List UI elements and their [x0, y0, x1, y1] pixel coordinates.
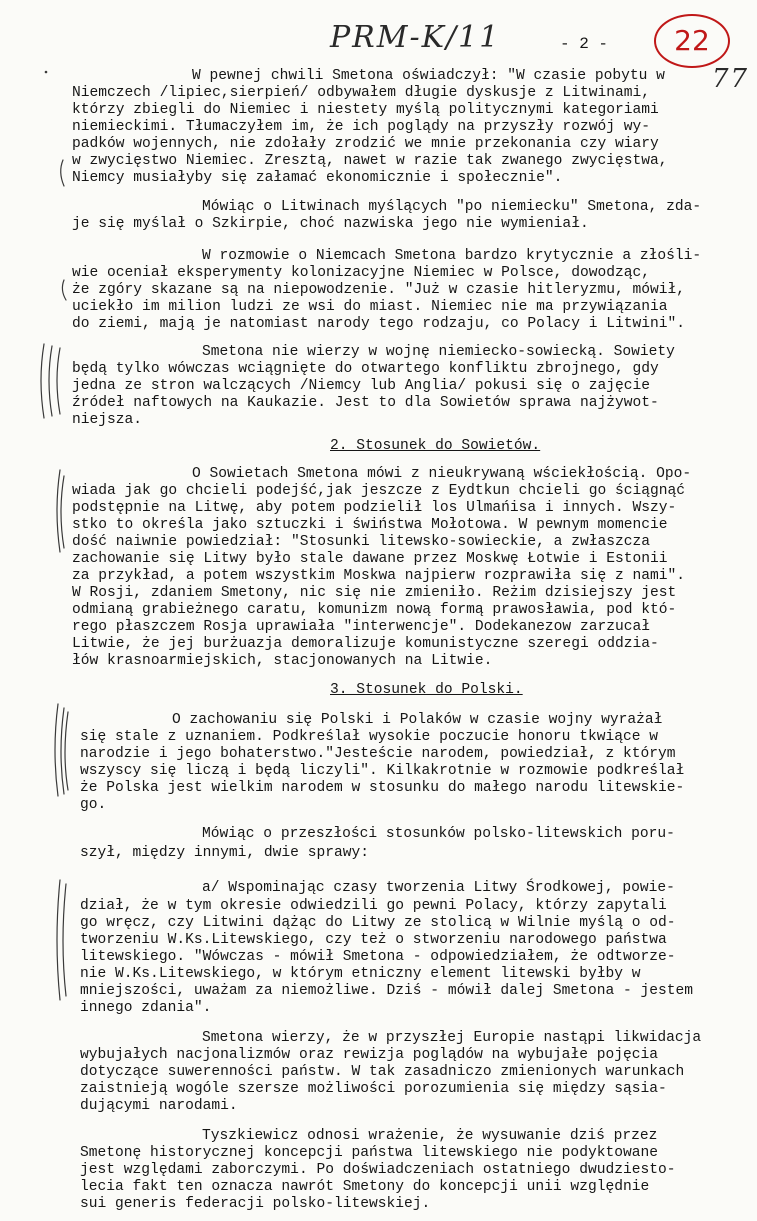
text-line: lecia fakt ten oznacza nawrót Smetony do koncepcji unii względnie	[80, 1179, 650, 1195]
text-line: że zgóry skazane są na niepowodzenie. "Już w czasie hitleryzmu, mówił,	[72, 282, 686, 298]
text-line: dość naiwnie powiedział: "Stosunki litewsko-sowieckie, a zwłaszcza	[72, 534, 651, 550]
margin-bracket	[65, 712, 68, 790]
text-line: stko to określa jako sztuczki i świństwa Mołotowa. W pewnym momencie	[72, 517, 668, 533]
margin-dot	[45, 71, 48, 74]
text-line: wszyscy się liczą i będą liczyli". Kilkakrotnie w rozmowie podkreślał	[80, 763, 685, 779]
text-line: Mówiąc o przeszłości stosunków polsko-litewskich poru-	[202, 826, 675, 842]
text-line: źródeł naftowych na Kaukazie. Jest to dla Sowietów sprawa najżywot-	[72, 395, 659, 411]
text-line: Smetona nie wierzy w wojnę niemiecko-sowiecką. Sowiety	[202, 344, 675, 360]
text-line: O Sowietach Smetona mówi z nieukrywaną wściekłością. Opo-	[192, 466, 692, 482]
text-line: jedna ze stron walczących /Niemcy lub Anglia/ pokusi się o zajęcie	[72, 378, 651, 394]
text-line: padków wojennych, nie zdołały zrodzić we mnie przekonania czy wiary	[72, 136, 659, 152]
margin-bracket	[41, 344, 44, 418]
text-line: litewskiego. "Wówczas - mówił Smetona - odpowiedziałem, że odtworze-	[80, 949, 676, 965]
margin-bracket	[57, 880, 60, 1000]
section-heading: 2. Stosunek do Sowietów.	[330, 438, 541, 454]
text-line: W rozmowie o Niemcach Smetona bardzo krytycznie a złośli-	[202, 248, 702, 264]
text-line: zachowanie się Litwy było stale dawane przez Moskwę Łotwie i Estonii	[72, 551, 668, 567]
text-line: narodzie i jego bohaterstwo."Jesteście narodem, powiedział, z którym	[80, 746, 676, 762]
text-line: W Rosji, zdaniem Smetony, nic się nie zmieniło. Reżim dzisiejszy jest	[72, 585, 677, 601]
margin-bracket	[61, 476, 64, 548]
text-line: będą tylko wówczas wciągnięte do otwartego konfliktu zbrojnego, gdy	[72, 361, 659, 377]
text-line: jest względami zaborczymi. Po doświadczeniach ostatniego dwudziesto-	[80, 1162, 676, 1178]
margin-bracket	[61, 160, 64, 186]
text-line: Niemcy musiałyby się załamać ekonomicznie i społecznie".	[72, 170, 563, 186]
section-heading: 3. Stosunek do Polski.	[330, 682, 523, 698]
text-line: wiada jak go chcieli podejść,jak jeszcze z Eydtkun chcieli go ściągnąć	[72, 483, 686, 499]
text-line: niemieckimi. Tłumaczyłem im, że ich poglądy na przyszły rozwój wy-	[72, 119, 651, 135]
text-line: go wręcz, czy Litwini dążąc do Litwy ze stolicą w Wilnie myślą o od-	[80, 915, 676, 931]
text-line: dział, że w tym okresie odwiedzili go pewni Polacy, którzy zapytali	[80, 898, 667, 914]
text-line: wie oceniał eksperymenty kolonizacyjne Niemiec w Polsce, dowodząc,	[72, 265, 651, 281]
margin-bracket	[61, 708, 64, 794]
text-line: do ziemi, mają je natomiast narody tego rodzaju, co Polacy i Litwini".	[72, 316, 686, 332]
text-line: Smetona wierzy, że w przyszłej Europie nastąpi likwidacja	[202, 1030, 702, 1046]
text-line: sui generis federacji polsko-litewskiej.	[80, 1196, 431, 1212]
text-line: dującymi narodami.	[80, 1098, 238, 1114]
text-line: się stale z uznaniem. Podkreślał wysokie poczucie honoru tkwiące w	[80, 729, 659, 745]
handwritten-reference: PRM-K/11	[330, 20, 501, 55]
circled-page-number: 22	[654, 14, 730, 68]
text-line: niejsza.	[72, 412, 143, 428]
text-line: innego zdania".	[80, 1000, 212, 1016]
text-line: w zwycięstwo Niemiec. Zresztą, nawet w razie tak zwanego zwycięstwa,	[72, 153, 668, 169]
text-line: go.	[80, 797, 107, 813]
text-line: Mówiąc o Litwinach myślących "po niemiecku" Smetona, zda-	[202, 199, 702, 215]
text-line: uciekło im milion ludzi ze wsi do miast. Niemiec nie ma przywiązania	[72, 299, 668, 315]
margin-page-number: 77	[712, 64, 750, 94]
text-line: Smetonę historycznej koncepcji państwa litewskiego nie podyktowane	[80, 1145, 659, 1161]
text-line: wybujałych nacjonalizmów oraz rewizja poglądów na wybujałe pojęcia	[80, 1047, 659, 1063]
margin-bracket	[57, 470, 60, 552]
text-line: Tyszkiewicz odnosi wrażenie, że wysuwanie dziś przez	[202, 1128, 658, 1144]
text-line: je się myślał o Szkirpie, choć nazwiska jego nie wymieniał.	[72, 216, 589, 232]
text-line: a/ Wspominając czasy tworzenia Litwy Środkowej, powie-	[202, 880, 675, 896]
margin-bracket	[57, 348, 60, 414]
margin-bracket	[49, 346, 52, 416]
text-line: odmianą grabieżnego caratu, komunizm nową formą prawosławia, pod któ-	[72, 602, 677, 618]
text-line: mniejszości, uważam za niemożliwe. Dziś - mówił dalej Smetona - jestem	[80, 983, 694, 999]
text-line: Litwie, że jej burżuazja demoralizuje komunistyczne szeregi oddzia-	[72, 636, 659, 652]
margin-bracket	[55, 704, 58, 796]
text-line: dotyczące suwerenności państw. W tak zasadniczo zmienionych warunkach	[80, 1064, 685, 1080]
text-line: łów krasnoarmiejskich, stacjonowanych na Litwie.	[72, 653, 493, 669]
page-number: - 2 -	[560, 35, 609, 53]
text-line: za przykład, a potem wszystkim Moskwa najpierw rozprawiła się z nami".	[72, 568, 686, 584]
text-line: nie W.Ks.Litewskiego, w którym etniczny element litewski byłby w	[80, 966, 641, 982]
text-line: którzy zbiegli do Niemiec i niestety myślą politycznymi kategoriami	[72, 102, 659, 118]
text-line: szył, między innymi, dwie sprawy:	[80, 845, 370, 861]
text-line: O zachowaniu się Polski i Polaków w czasie wojny wyrażał	[172, 712, 663, 728]
text-line: tworzeniu W.Ks.Litewskiego, czy też o stworzeniu narodowego państwa	[80, 932, 667, 948]
text-line: że Polska jest wielkim narodem w stosunku do małego narodu litewskie-	[80, 780, 685, 796]
text-line: podstępnie na Litwę, aby potem podzielił los Ulmańisa i innych. Wszy-	[72, 500, 677, 516]
text-line: W pewnej chwili Smetona oświadczył: "W czasie pobytu w	[192, 68, 665, 84]
text-line: Niemczech /lipiec,sierpień/ odbywałem długie dyskusje z Litwinami,	[72, 85, 651, 101]
margin-bracket	[63, 884, 66, 996]
text-line: rego płaszczem Rosja uprawiała "interwencje". Dodekanezow zarzucał	[72, 619, 651, 635]
text-line: zaistnieją wogóle szersze możliwości porozumienia się między sąsia-	[80, 1081, 667, 1097]
margin-bracket	[62, 280, 66, 300]
